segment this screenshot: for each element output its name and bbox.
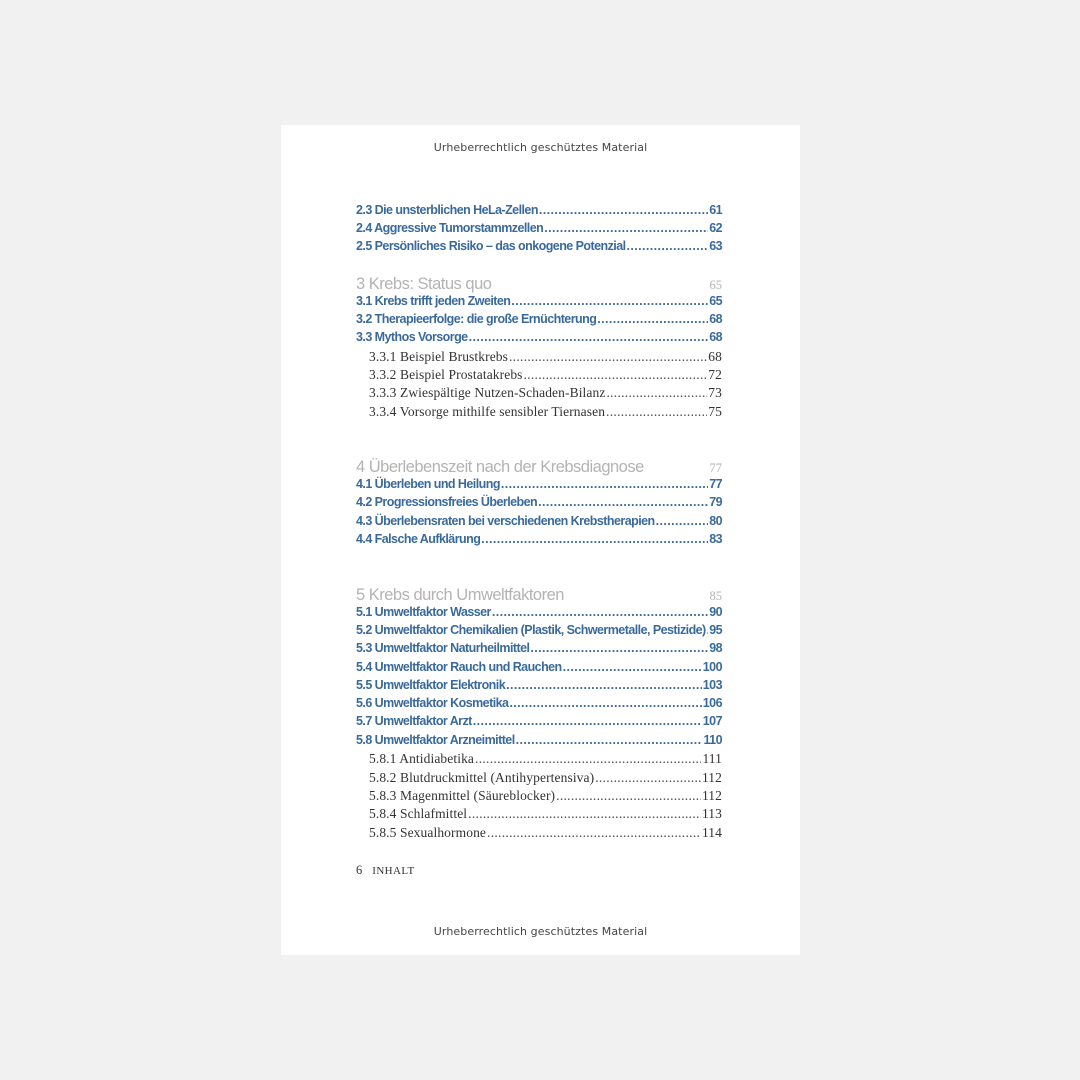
toc-entry: [356, 605, 722, 623]
toc-entry: [356, 477, 722, 495]
entry-page: 68: [709, 330, 722, 344]
entry-page: 107: [702, 714, 722, 728]
watermark-bottom: Urheberrechtlich geschütztes Material: [433, 925, 648, 938]
dot-leader: [481, 532, 708, 546]
entry-page: 112: [701, 788, 722, 803]
entry-title: 2.5 Persönliches Risiko – das onkogene Potenzial: [356, 239, 626, 253]
toc-entry: [356, 294, 722, 312]
entry-title: 4.1 Überleben und Heilung: [356, 477, 500, 491]
dot-leader: [538, 495, 708, 509]
dot-leader: [509, 696, 701, 710]
toc-entry: [356, 312, 722, 330]
entry-page: 73: [708, 385, 722, 400]
entry-page: 61: [709, 203, 722, 217]
dot-leader: [469, 330, 709, 344]
entry-title: 5.5 Umweltfaktor Elektronik: [356, 678, 506, 692]
entry-page: 62: [709, 221, 722, 235]
entry-title: 5.4 Umweltfaktor Rauch und Rauchen: [356, 660, 562, 674]
toc-subentry: [369, 788, 722, 806]
entry-title: 4.2 Progressionsfreies Überleben: [356, 495, 538, 509]
dot-leader: [656, 514, 709, 528]
dot-leader: [597, 312, 708, 326]
entry-title: 5.8.1 Antidiabetika: [369, 751, 475, 766]
entry-title: 5.3 Umweltfaktor Naturheilmittel: [356, 641, 530, 655]
entry-page: 68: [709, 312, 722, 326]
chapter-page: 85: [709, 589, 722, 603]
dot-leader: [511, 294, 708, 308]
entry-title: 3.1 Krebs trifft jeden Zweiten: [356, 294, 511, 308]
entry-title: 3.3.1 Beispiel Brustkrebs: [369, 349, 508, 364]
chapter-title: 5 Krebs durch Umweltfaktoren: [356, 586, 564, 604]
dot-leader: [707, 623, 709, 637]
page-number: 6: [356, 863, 363, 877]
entry-title: 3.3.4 Vorsorge mithilfe sensibler Tiernasen: [369, 404, 606, 419]
toc-entry: [356, 495, 722, 513]
dot-leader: [475, 751, 701, 767]
dot-leader: [530, 641, 708, 655]
chapter-title: 4 Überlebenszeit nach der Krebsdiagnose: [356, 458, 644, 476]
toc-entry: [356, 514, 722, 532]
toc-entry: [356, 641, 722, 659]
entry-title: 3.3 Mythos Vorsorge: [356, 330, 468, 344]
toc-entry: [356, 239, 722, 257]
dot-leader: [492, 605, 708, 619]
dot-leader: [487, 825, 701, 841]
dot-leader: [606, 404, 707, 420]
dot-leader: [524, 367, 708, 383]
entry-page: 80: [709, 514, 722, 528]
page-footer: [356, 863, 415, 878]
toc-subentry: [369, 367, 722, 385]
toc-entry: [356, 696, 722, 714]
entry-title: 5.2 Umweltfaktor Chemikalien (Plastik, Schwermetalle, Pestizide): [356, 623, 706, 637]
toc-subentry: [369, 806, 722, 824]
dot-leader: [606, 385, 707, 401]
toc-subentry: [369, 825, 722, 843]
dot-leader: [509, 349, 707, 365]
entry-title: 2.4 Aggressive Tumorstammzellen: [356, 221, 544, 235]
toc-entry: [356, 714, 722, 732]
dot-leader: [501, 477, 708, 491]
section-label: INHALT: [372, 865, 415, 877]
entry-title: 5.7 Umweltfaktor Arzt: [356, 714, 472, 728]
chapter-page: 77: [709, 461, 722, 475]
toc-entry: [356, 532, 722, 550]
toc-entry: [356, 733, 722, 751]
entry-page: 113: [701, 806, 722, 821]
watermark-top: Urheberrechtlich geschütztes Material: [433, 141, 648, 154]
dot-leader: [468, 806, 701, 822]
toc-entry: [356, 623, 722, 641]
toc-entry: [356, 660, 722, 678]
toc-subentry: [369, 404, 722, 422]
entry-title: 5.8.3 Magenmittel (Säureblocker): [369, 788, 556, 803]
dot-leader: [627, 239, 709, 253]
entry-title: 3.3.2 Beispiel Prostatakrebs: [369, 367, 523, 382]
chapter-title: 3 Krebs: Status quo: [356, 275, 492, 293]
dot-leader: [544, 221, 708, 235]
dot-leader: [556, 788, 701, 804]
entry-page: 95: [709, 623, 722, 637]
entry-page: 111: [702, 751, 722, 766]
entry-title: 5.6 Umweltfaktor Kosmetika: [356, 696, 509, 710]
dot-leader: [473, 714, 702, 728]
toc-subentry: [369, 751, 722, 769]
entry-page: 90: [709, 605, 722, 619]
entry-title: 3.3.3 Zwiespältige Nutzen-Schaden-Bilanz: [369, 385, 606, 400]
entry-page: 83: [709, 532, 722, 546]
dot-leader: [539, 203, 708, 217]
entry-page: 106: [702, 696, 722, 710]
entry-title: 5.1 Umweltfaktor Wasser: [356, 605, 491, 619]
toc-subentry: [369, 385, 722, 403]
entry-page: 75: [708, 404, 722, 419]
entry-page: 72: [708, 367, 722, 382]
entry-title: 5.8.4 Schlafmittel: [369, 806, 468, 821]
toc-subentry: [369, 349, 722, 367]
entry-page: 79: [709, 495, 722, 509]
toc-entry: [356, 678, 722, 696]
entry-page: 103: [702, 678, 722, 692]
chapter-page: 65: [709, 278, 722, 292]
dot-leader: [506, 678, 702, 692]
entry-page: 114: [701, 825, 722, 840]
entry-page: 65: [709, 294, 722, 308]
dot-leader: [563, 660, 702, 674]
dot-leader: [595, 770, 701, 786]
entry-page: 100: [702, 660, 722, 674]
entry-title: 4.4 Falsche Aufklärung: [356, 532, 481, 546]
entry-page: 112: [701, 770, 722, 785]
entry-title: 3.2 Therapieerfolge: die große Ernüchterung: [356, 312, 597, 326]
entry-title: 5.8.5 Sexualhormone: [369, 825, 487, 840]
dot-leader: [516, 733, 703, 747]
entry-title: 4.3 Überlebensraten bei verschiedenen Krebstherapien: [356, 514, 655, 528]
entry-title: 5.8.2 Blutdruckmittel (Antihypertensiva): [369, 770, 595, 785]
entry-title: 5.8 Umweltfaktor Arzneimittel: [356, 733, 515, 747]
toc-entry: [356, 221, 722, 239]
entry-page: 110: [703, 733, 722, 747]
toc-subentry: [369, 770, 722, 788]
entry-page: 63: [709, 239, 722, 253]
entry-title: 2.3 Die unsterblichen HeLa-Zellen: [356, 203, 538, 217]
entry-page: 68: [708, 349, 722, 364]
entry-page: 77: [709, 477, 722, 491]
toc-entry: [356, 203, 722, 221]
entry-page: 98: [709, 641, 722, 655]
book-page: [281, 125, 800, 955]
toc-entry: [356, 330, 722, 348]
